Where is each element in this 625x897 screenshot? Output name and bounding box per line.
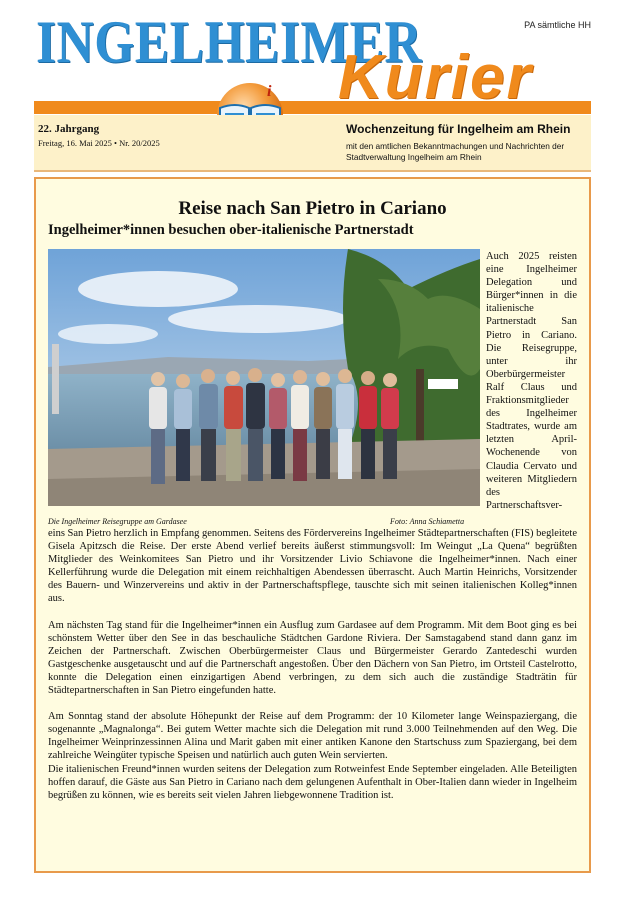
masthead-title-kurier: Kurier — [338, 43, 533, 112]
article-side-column: Auch 2025 reisten eine Ingelheimer Delegation und Bürger*innen in die italienische Partnerstadt San Pietro in Cariano. Die Reisegruppe, unter ihr Oberbürgermeister Ralf Claus und Fraktionsmitglieder des Ingelheimer Stadtrates, wurde am letzten April-Wochenende von Claudia Cervato und weiteren Mitgliedern des Partnerschaftsver- — [486, 251, 577, 511]
photo-credit: Foto: Anna Schiametta — [390, 517, 465, 526]
subtagline: mit den amtlichen Bekanntmachungen und Nachrichten der Stadtverwaltung Ingelheim am Rhein — [346, 141, 565, 162]
tagline: Wochenzeitung für Ingelheim am Rhein — [346, 122, 571, 136]
article-headline: Reise nach San Pietro in Cariano — [178, 198, 447, 219]
masthead-title-top: INGELHEIMER — [36, 9, 423, 75]
article-paragraph: Die italienischen Freund*innen wurden seitens der Delegation zum Rotweinfest Ende September eingeladen. Alle Beteiligten hoffen darauf, die Gäste aus San Pietro in Cariano nach dem gelungenen Aufenthalt in Ober-Italien dann wieder in Ingelheim begrüßen zu können, wie es bereits seit vielen Jahren liebgewonnene Tradition ist. — [48, 763, 577, 801]
photo-caption: Die Ingelheimer Reisegruppe am Gardasee — [48, 517, 187, 526]
article-paragraph: Am Sonntag stand der absolute Höhepunkt der Reise auf dem Programm: der 10 Kilometer lange Weinspaziergang, die sogenannte „Magnalonga“. Bei gutem Wetter machte sich die Delegation mit rund 3.000 Teilnehmenden auf den Weg. Die Ingelheimer Weinprinzessinnen Alina und Marit gaben mit einer antiken Kanone den Startschuss zum Spaziergang, bei dem zahlreiche Weingüter typische Speisen und natürlich auch guten Wein servierten. — [48, 711, 577, 762]
article-subheadline: Ingelheimer*innen besuchen ober-italienische Partnerstadt — [48, 222, 414, 238]
article-paragraph: eins San Pietro herzlich in Empfang genommen. Seitens des Fördervereins Ingelheimer Städtepartnerschaften (FIS) begleitete Gisela Apitzsch die Reise. Der erste Abend verlief bereits äußerst stimmungsvoll: Im Weingut „La Quena“ begrüßten Mitglieder des Weinkomitees San Pietro und ihr Vorsitzender Livio Schiavone die Ingelheimer*innen. Nach einer Kellerführung wurde die Delegation mit einem reichhaltigen Abendessen überrascht. Auch Martin Heinrichs, Vorsitzender des Bauern- und Winzervereins und aktiv in der Partnerschaftspflege, tauschte sich mit seinen italienischen Kolleg*innen aus. — [48, 528, 577, 605]
article-body — [48, 527, 577, 815]
article-paragraph: Am nächsten Tag stand für die Ingelheimer*innen ein Ausflug zum Gardasee auf dem Programm. Mit dem Boot ging es bei schönstem Wetter über den See in das beschauliche Städtchen Gardone Riviera. Der Samstagabend stand dann ganz im Zeichen der Partnerschaft. Zwischen Oberbürgermeister Claus und Bürgermeister Gerardo Zantedeschi wurden Gastgeschenke ausgetauscht und auf die Partnerschaft angestoßen. Über den Dächern von San Pietro, im Ortsteil Castelrotto, konnte die Delegation einen einzigartigen Abend verbringen, zu dem sich auch die zuständige Stadträtin für Städtepartnerschaften in San Pietro eingefunden hatte. — [48, 619, 577, 697]
distribution-note: PA sämtliche HH — [524, 20, 591, 30]
badge-letter: i — [267, 83, 272, 100]
group-photo — [48, 249, 480, 506]
issue-date: Freitag, 16. Mai 2025 • Nr. 20/2025 — [38, 138, 160, 148]
volume-label: 22. Jahrgang — [38, 123, 100, 135]
